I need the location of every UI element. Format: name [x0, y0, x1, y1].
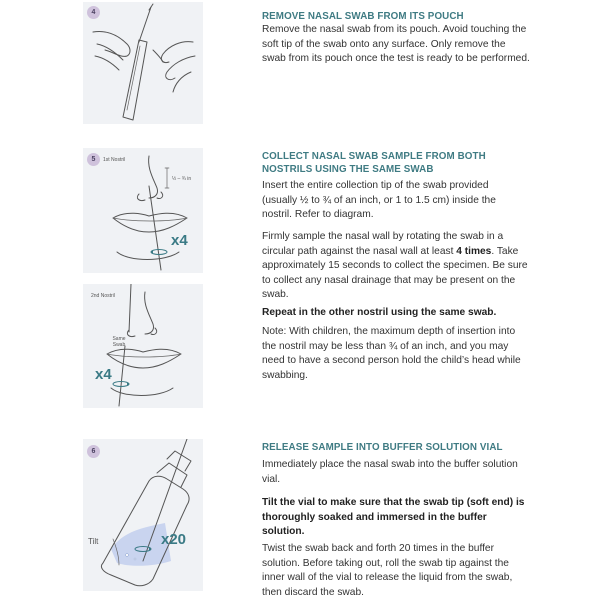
first-nostril-label: 1st Nostril [103, 157, 126, 163]
step6-heading: RELEASE SAMPLE INTO BUFFER SOLUTION VIAL [262, 442, 503, 453]
first-nostril-rotation-count: x4 [171, 232, 188, 249]
step4-text: Remove the nasal swab from its pouch. Avoid touching the soft tip of the swab onto any surface. Only remove the swab from its pouch once the test is ready to be performed. [262, 24, 530, 64]
same-swab-label: Same Swab [112, 336, 126, 348]
first-nostril-illustration [83, 148, 203, 273]
buffer-vial-illustration [83, 439, 203, 591]
step5-rotate-count-bold: 4 times [456, 245, 492, 257]
step6-number-badge: 6 [87, 445, 100, 458]
step5-second-nostril-panel [83, 284, 203, 408]
step5-number-badge: 5 [87, 153, 100, 166]
step5-repeat-text: Repeat in the other nostril using the same swab. [262, 307, 497, 318]
step6-twist-text: Twist the swab back and forth 20 times in the buffer solution. Before taking out, roll the swab tip against the inner wall of the vial to release the liquid from the swab, then discard the swab. [262, 543, 513, 598]
step4-illustration-panel [83, 2, 203, 124]
step5-rotate-text-end: . Take approximately 15 seconds to collect the specimen. Be sure to collect any nasal drainage that may be present on the swab. [262, 245, 528, 300]
step5-heading-line2: NOSTRILS USING THE SAME SWAB [262, 164, 434, 175]
second-nostril-rotation-count: x4 [95, 366, 112, 383]
depth-label: ½ – ¾ in [172, 176, 192, 182]
second-nostril-label: 2nd Nostril [91, 293, 115, 299]
step5-heading-line1: COLLECT NASAL SWAB SAMPLE FROM BOTH [262, 151, 486, 162]
twist-count: x20 [161, 531, 187, 548]
step4-heading: REMOVE NASAL SWAB FROM ITS POUCH [262, 11, 464, 22]
step6-illustration-panel [83, 439, 203, 591]
step5-insert-text: Insert the entire collection tip of the swab provided (usually ½ to ¾ of an inch, or 1 to 1.5 cm) inside the nostril. Refer to diagram. [262, 180, 496, 220]
step4-number-badge: 4 [87, 6, 100, 19]
step5-note-text: Note: With children, the maximum depth of insertion into the nostril may be less than ¾ of an inch, and you may need to have a second person hold the child’s head while swabbing. [262, 326, 521, 381]
step6-place-text: Immediately place the nasal swab into the buffer solution vial. [262, 459, 518, 485]
step5-rotate-text-start: Firmly sample the nasal wall by rotating the swab in a circular path against the nasal wall at least [262, 231, 504, 257]
step5-rotate-text [262, 230, 530, 303]
tilt-label: Tilt [88, 537, 99, 546]
swab-pouch-illustration [83, 2, 203, 124]
second-nostril-illustration [83, 284, 203, 408]
step5-first-nostril-panel [83, 148, 203, 273]
step6-tilt-text: Tilt the vial to make sure that the swab tip (soft end) is thoroughly soaked and immersed in the buffer solution. [262, 497, 525, 537]
